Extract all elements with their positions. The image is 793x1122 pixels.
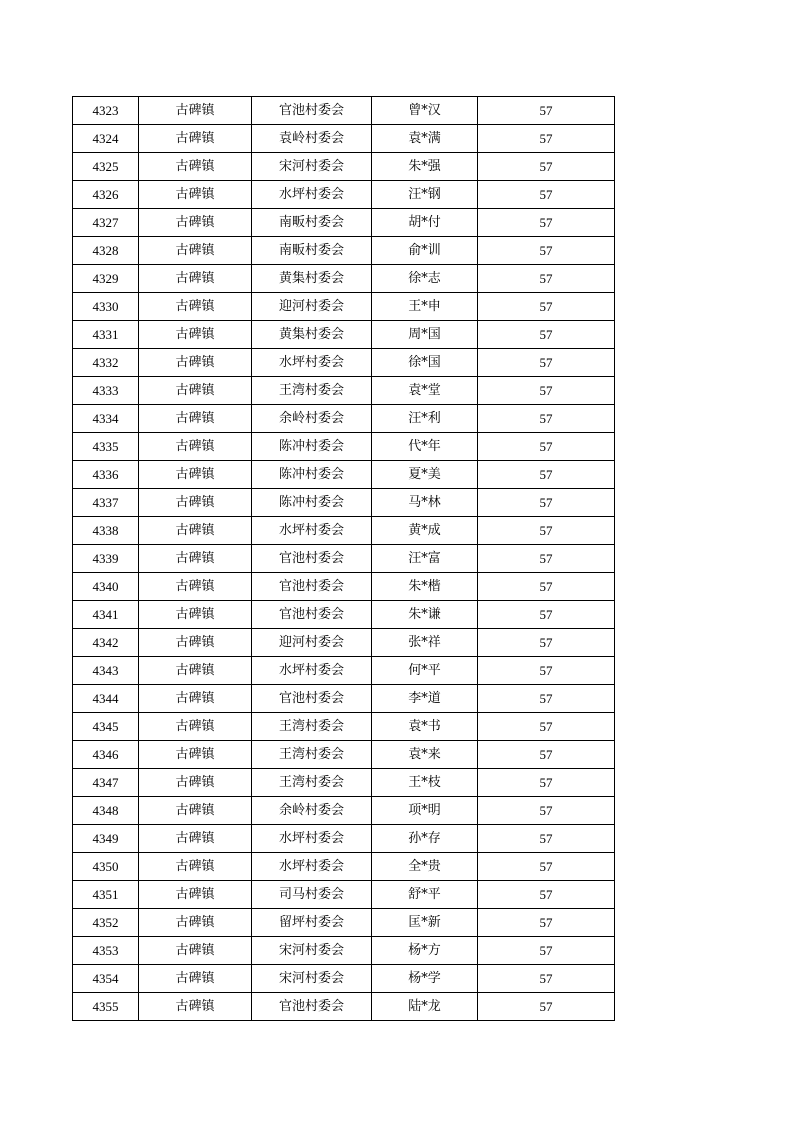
name-cell: 胡*付 [372,209,478,237]
amount-cell: 57 [478,545,615,573]
name-cell: 何*平 [372,657,478,685]
row-number-cell: 4349 [73,825,139,853]
name-cell: 汪*富 [372,545,478,573]
table-row [73,349,615,377]
table-row [73,909,615,937]
town-cell: 古碑镇 [139,489,252,517]
row-number-cell: 4345 [73,713,139,741]
table-row [73,769,615,797]
town-cell: 古碑镇 [139,125,252,153]
table-row [73,321,615,349]
town-cell: 古碑镇 [139,461,252,489]
name-cell: 朱*谦 [372,601,478,629]
town-cell: 古碑镇 [139,377,252,405]
village-committee-cell: 官池村委会 [252,601,372,629]
name-cell: 朱*强 [372,153,478,181]
row-number-cell: 4342 [73,629,139,657]
village-committee-cell: 水坪村委会 [252,181,372,209]
village-committee-cell: 余岭村委会 [252,405,372,433]
village-committee-cell: 陈冲村委会 [252,489,372,517]
name-cell: 汪*钢 [372,181,478,209]
row-number-cell: 4325 [73,153,139,181]
amount-cell: 57 [478,769,615,797]
row-number-cell: 4324 [73,125,139,153]
table-row [73,797,615,825]
village-committee-cell: 南畈村委会 [252,209,372,237]
row-number-cell: 4354 [73,965,139,993]
name-cell: 袁*满 [372,125,478,153]
table-row [73,433,615,461]
name-cell: 王*申 [372,293,478,321]
table-row [73,181,615,209]
village-committee-cell: 宋河村委会 [252,937,372,965]
table-row [73,125,615,153]
amount-cell: 57 [478,349,615,377]
row-number-cell: 4333 [73,377,139,405]
town-cell: 古碑镇 [139,265,252,293]
amount-cell: 57 [478,601,615,629]
amount-cell: 57 [478,237,615,265]
table-row [73,153,615,181]
amount-cell: 57 [478,209,615,237]
village-committee-cell: 王湾村委会 [252,741,372,769]
name-cell: 朱*楷 [372,573,478,601]
town-cell: 古碑镇 [139,349,252,377]
village-committee-cell: 袁岭村委会 [252,125,372,153]
name-cell: 陆*龙 [372,993,478,1021]
amount-cell: 57 [478,125,615,153]
name-cell: 黄*成 [372,517,478,545]
village-committee-cell: 迎河村委会 [252,629,372,657]
table-row [73,573,615,601]
name-cell: 代*年 [372,433,478,461]
amount-cell: 57 [478,573,615,601]
table-row [73,293,615,321]
town-cell: 古碑镇 [139,853,252,881]
amount-cell: 57 [478,405,615,433]
amount-cell: 57 [478,517,615,545]
amount-cell: 57 [478,657,615,685]
town-cell: 古碑镇 [139,181,252,209]
town-cell: 古碑镇 [139,573,252,601]
village-committee-cell: 王湾村委会 [252,713,372,741]
town-cell: 古碑镇 [139,741,252,769]
name-cell: 汪*利 [372,405,478,433]
amount-cell: 57 [478,293,615,321]
town-cell: 古碑镇 [139,545,252,573]
table-row [73,825,615,853]
amount-cell: 57 [478,825,615,853]
village-committee-cell: 官池村委会 [252,545,372,573]
table-row [73,853,615,881]
amount-cell: 57 [478,741,615,769]
name-cell: 徐*志 [372,265,478,293]
amount-cell: 57 [478,797,615,825]
town-cell: 古碑镇 [139,405,252,433]
table-row [73,237,615,265]
name-cell: 袁*堂 [372,377,478,405]
row-number-cell: 4346 [73,741,139,769]
row-number-cell: 4327 [73,209,139,237]
amount-cell: 57 [478,909,615,937]
row-number-cell: 4339 [73,545,139,573]
village-committee-cell: 黄集村委会 [252,265,372,293]
row-number-cell: 4343 [73,657,139,685]
table-row [73,685,615,713]
row-number-cell: 4330 [73,293,139,321]
row-number-cell: 4326 [73,181,139,209]
name-cell: 杨*学 [372,965,478,993]
table-row [73,993,615,1021]
town-cell: 古碑镇 [139,601,252,629]
village-committee-cell: 王湾村委会 [252,377,372,405]
town-cell: 古碑镇 [139,713,252,741]
village-committee-cell: 王湾村委会 [252,769,372,797]
row-number-cell: 4355 [73,993,139,1021]
town-cell: 古碑镇 [139,629,252,657]
village-committee-cell: 余岭村委会 [252,797,372,825]
town-cell: 古碑镇 [139,825,252,853]
table-row [73,937,615,965]
amount-cell: 57 [478,489,615,517]
name-cell: 袁*书 [372,713,478,741]
village-committee-cell: 官池村委会 [252,97,372,125]
name-cell: 孙*存 [372,825,478,853]
village-committee-cell: 黄集村委会 [252,321,372,349]
village-committee-cell: 宋河村委会 [252,965,372,993]
town-cell: 古碑镇 [139,321,252,349]
amount-cell: 57 [478,965,615,993]
amount-cell: 57 [478,181,615,209]
row-number-cell: 4332 [73,349,139,377]
town-cell: 古碑镇 [139,937,252,965]
row-number-cell: 4344 [73,685,139,713]
table-row [73,713,615,741]
name-cell: 王*枝 [372,769,478,797]
row-number-cell: 4329 [73,265,139,293]
village-committee-cell: 官池村委会 [252,685,372,713]
amount-cell: 57 [478,629,615,657]
row-number-cell: 4341 [73,601,139,629]
amount-cell: 57 [478,853,615,881]
town-cell: 古碑镇 [139,153,252,181]
village-committee-cell: 迎河村委会 [252,293,372,321]
table-row [73,657,615,685]
amount-cell: 57 [478,265,615,293]
town-cell: 古碑镇 [139,965,252,993]
amount-cell: 57 [478,153,615,181]
row-number-cell: 4350 [73,853,139,881]
table-row [73,545,615,573]
town-cell: 古碑镇 [139,97,252,125]
row-number-cell: 4340 [73,573,139,601]
village-committee-cell: 陈冲村委会 [252,461,372,489]
row-number-cell: 4353 [73,937,139,965]
table-row [73,377,615,405]
village-committee-cell: 宋河村委会 [252,153,372,181]
name-cell: 徐*国 [372,349,478,377]
amount-cell: 57 [478,433,615,461]
name-cell: 匡*新 [372,909,478,937]
amount-cell: 57 [478,685,615,713]
row-number-cell: 4337 [73,489,139,517]
name-cell: 袁*来 [372,741,478,769]
row-number-cell: 4331 [73,321,139,349]
name-cell: 夏*美 [372,461,478,489]
name-cell: 杨*方 [372,937,478,965]
village-committee-cell: 水坪村委会 [252,517,372,545]
town-cell: 古碑镇 [139,909,252,937]
amount-cell: 57 [478,377,615,405]
amount-cell: 57 [478,321,615,349]
name-cell: 俞*训 [372,237,478,265]
town-cell: 古碑镇 [139,993,252,1021]
table-row [73,97,615,125]
row-number-cell: 4348 [73,797,139,825]
name-cell: 项*明 [372,797,478,825]
table-row [73,265,615,293]
village-committee-cell: 水坪村委会 [252,825,372,853]
name-cell: 全*贵 [372,853,478,881]
table-body [73,97,615,1021]
town-cell: 古碑镇 [139,209,252,237]
amount-cell: 57 [478,937,615,965]
amount-cell: 57 [478,713,615,741]
row-number-cell: 4338 [73,517,139,545]
row-number-cell: 4334 [73,405,139,433]
table-row [73,741,615,769]
town-cell: 古碑镇 [139,685,252,713]
town-cell: 古碑镇 [139,517,252,545]
village-committee-cell: 司马村委会 [252,881,372,909]
table-row [73,489,615,517]
name-cell: 张*祥 [372,629,478,657]
row-number-cell: 4352 [73,909,139,937]
table-row [73,629,615,657]
row-number-cell: 4336 [73,461,139,489]
town-cell: 古碑镇 [139,293,252,321]
village-committee-cell: 官池村委会 [252,573,372,601]
amount-cell: 57 [478,97,615,125]
village-committee-cell: 水坪村委会 [252,657,372,685]
village-committee-cell: 陈冲村委会 [252,433,372,461]
amount-cell: 57 [478,461,615,489]
row-number-cell: 4351 [73,881,139,909]
village-committee-cell: 水坪村委会 [252,853,372,881]
row-number-cell: 4323 [73,97,139,125]
town-cell: 古碑镇 [139,433,252,461]
table-row [73,517,615,545]
name-cell: 李*道 [372,685,478,713]
village-committee-cell: 留坪村委会 [252,909,372,937]
amount-cell: 57 [478,881,615,909]
amount-cell: 57 [478,993,615,1021]
village-committee-cell: 南畈村委会 [252,237,372,265]
table-row [73,405,615,433]
data-table [72,96,615,1021]
row-number-cell: 4335 [73,433,139,461]
name-cell: 周*国 [372,321,478,349]
table-row [73,965,615,993]
row-number-cell: 4347 [73,769,139,797]
table-row [73,881,615,909]
village-committee-cell: 水坪村委会 [252,349,372,377]
town-cell: 古碑镇 [139,797,252,825]
town-cell: 古碑镇 [139,881,252,909]
name-cell: 舒*平 [372,881,478,909]
town-cell: 古碑镇 [139,769,252,797]
table-row [73,461,615,489]
name-cell: 马*林 [372,489,478,517]
town-cell: 古碑镇 [139,237,252,265]
village-committee-cell: 官池村委会 [252,993,372,1021]
table-row [73,209,615,237]
table-row [73,601,615,629]
town-cell: 古碑镇 [139,657,252,685]
name-cell: 曾*汉 [372,97,478,125]
row-number-cell: 4328 [73,237,139,265]
